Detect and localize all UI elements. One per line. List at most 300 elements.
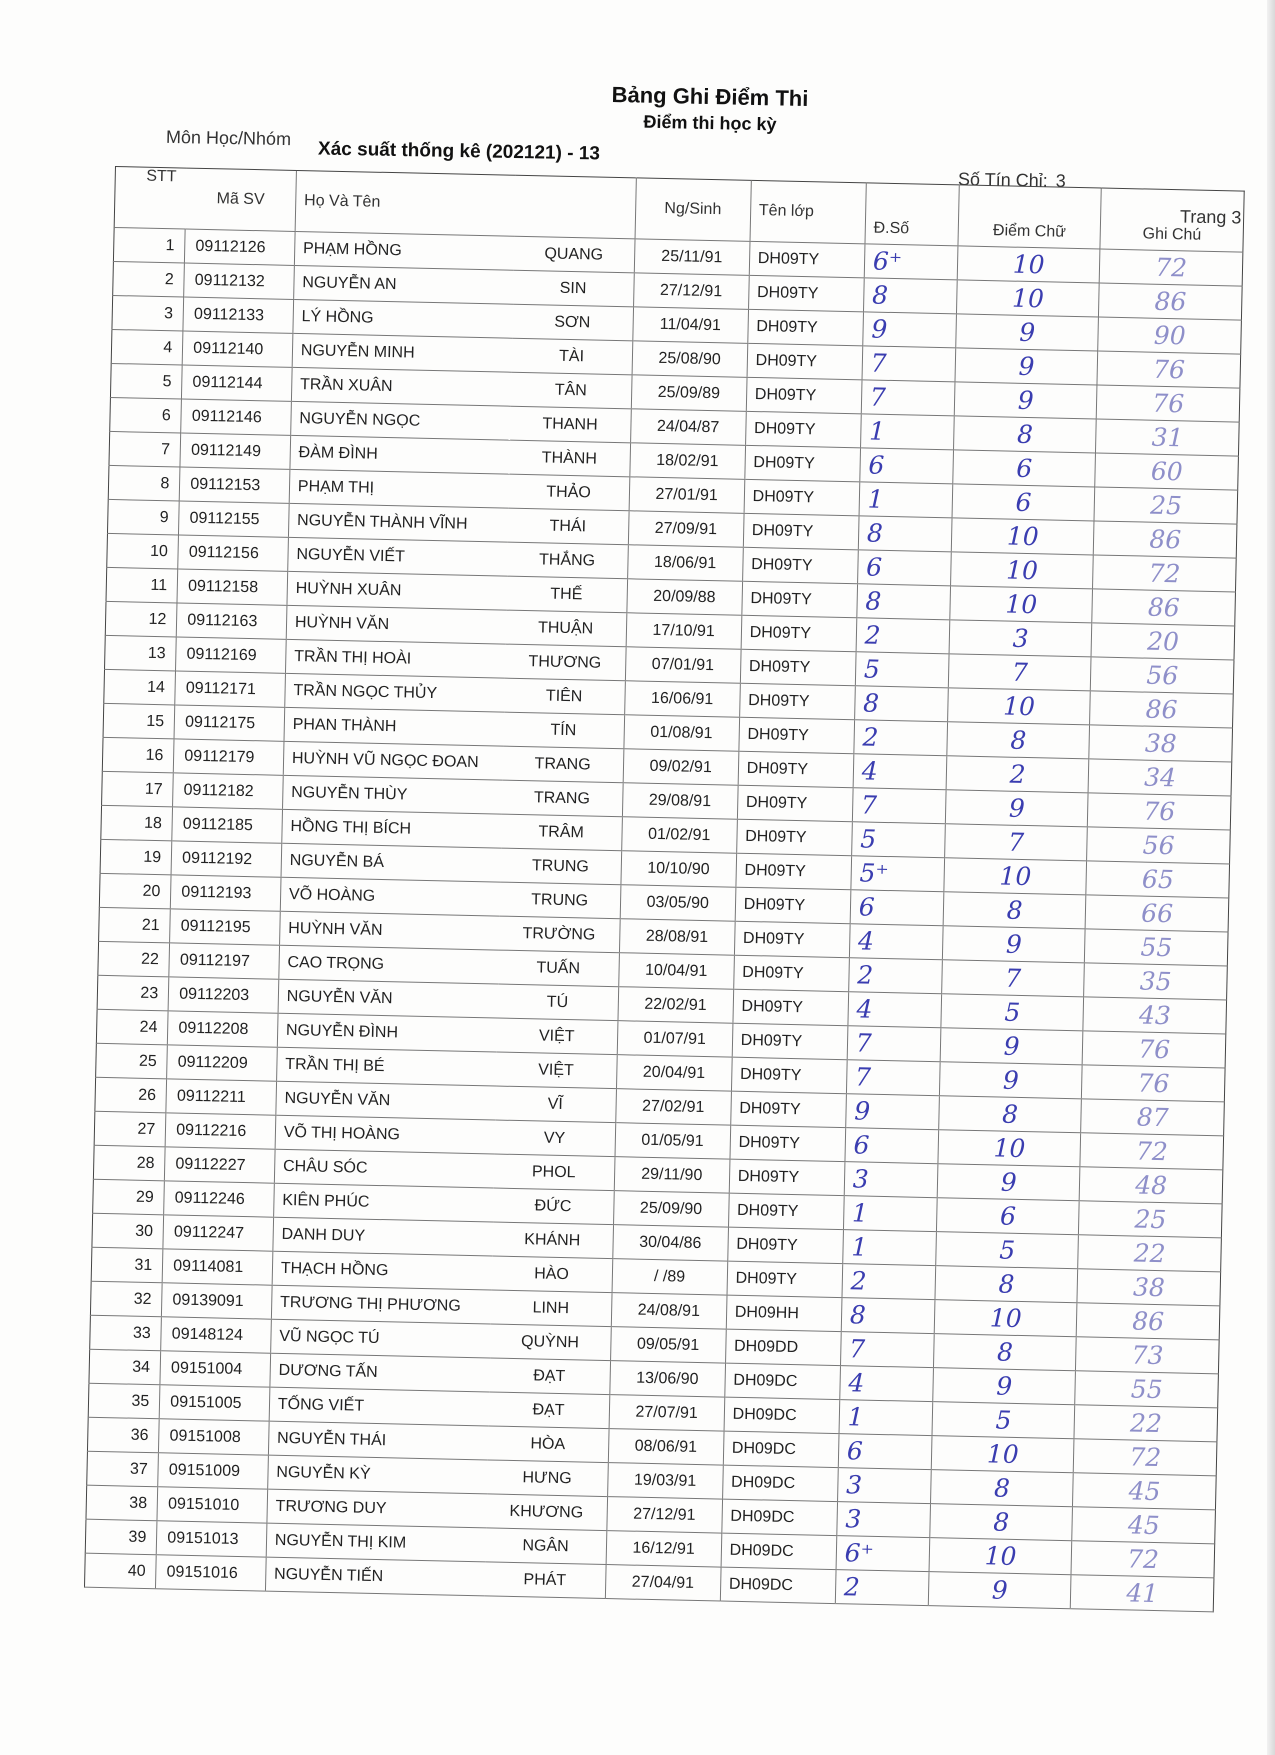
cell-dob: 07/01/91 xyxy=(625,647,741,684)
cell-note xyxy=(1088,759,1231,796)
cell-student-id: 09114081 xyxy=(162,1249,272,1285)
cell-score-text xyxy=(945,790,1088,827)
cell-class: DH09TY xyxy=(743,513,859,550)
cell-first-name: VĨ xyxy=(495,1086,616,1123)
cell-note-handwritten: 60 xyxy=(1150,456,1184,487)
cell-score-text xyxy=(950,552,1093,589)
cell-score xyxy=(849,924,943,960)
cell-note-handwritten: 73 xyxy=(1131,1340,1164,1371)
cell-score xyxy=(837,1468,931,1504)
cell-score-text xyxy=(940,1028,1083,1065)
cell-note-handwritten: 56 xyxy=(1146,660,1179,691)
cell-last-middle-name: VÕ THỊ HOÀNG xyxy=(275,1115,495,1154)
cell-score-handwritten: 3 xyxy=(845,1504,862,1534)
cell-note xyxy=(1077,1303,1220,1340)
cell-dob: 11/04/91 xyxy=(632,307,748,344)
cell-note-handwritten: 43 xyxy=(1138,1000,1172,1031)
cell-score xyxy=(839,1400,933,1436)
cell-score xyxy=(860,414,954,450)
cell-last-middle-name: NGUYỄN VĂN xyxy=(278,979,498,1018)
cell-score-text-handwritten: 9 xyxy=(995,1371,1013,1401)
cell-class: DH09TY xyxy=(749,241,865,278)
cell-class: DH09TY xyxy=(736,853,852,890)
cell-last-middle-name: VŨ NGỌC TÚ xyxy=(270,1319,490,1358)
cell-dob: 13/06/90 xyxy=(609,1361,725,1398)
cell-score-handwritten: 2 xyxy=(856,960,874,990)
cell-note xyxy=(1086,861,1229,898)
cell-dob: 18/06/91 xyxy=(627,545,743,582)
cell-last-middle-name: KIÊN PHÚC xyxy=(273,1183,493,1222)
cell-score-text xyxy=(946,756,1089,793)
cell-first-name: TÀI xyxy=(511,338,632,375)
cell-score-text-handwritten: 10 xyxy=(1011,283,1045,314)
cell-stt: 9 xyxy=(107,499,179,535)
cell-first-name: LINH xyxy=(490,1290,611,1327)
cell-class: DH09TY xyxy=(745,411,861,448)
grades-table-body xyxy=(84,227,1242,1611)
cell-note-handwritten: 86 xyxy=(1132,1306,1165,1337)
cell-stt: 14 xyxy=(104,669,176,705)
cell-score-text xyxy=(929,1538,1072,1575)
cell-class: DH09TY xyxy=(738,751,854,788)
cell-last-middle-name: CAO TRỌNG xyxy=(279,945,499,984)
cell-last-middle-name: ĐÀM ĐÌNH xyxy=(290,435,510,474)
cell-class: DH09DC xyxy=(723,1431,839,1468)
cell-last-middle-name: NGUYỄN ĐÌNH xyxy=(277,1013,497,1052)
cell-score-handwritten: 1 xyxy=(847,1402,864,1432)
cell-dob: 27/09/91 xyxy=(628,511,744,548)
cell-class: DH09TY xyxy=(727,1261,843,1298)
cell-class: DH09DC xyxy=(724,1397,840,1434)
cell-note xyxy=(1086,895,1229,932)
cell-note xyxy=(1071,1541,1214,1578)
cell-note-handwritten: 45 xyxy=(1127,1510,1161,1541)
cell-stt: 30 xyxy=(92,1213,164,1249)
cell-note xyxy=(1082,1065,1225,1102)
cell-note-handwritten: 65 xyxy=(1141,864,1175,895)
cell-score xyxy=(861,380,955,416)
cell-note xyxy=(1091,657,1234,694)
cell-note-handwritten: 38 xyxy=(1132,1272,1166,1303)
cell-student-id: 09112193 xyxy=(171,875,281,911)
col-header-stt: STT xyxy=(114,167,187,230)
cell-stt: 3 xyxy=(112,295,184,331)
cell-score-text xyxy=(955,348,1098,385)
cell-last-middle-name: NGUYỄN THÙY xyxy=(282,775,502,814)
cell-class: DH09DD xyxy=(725,1329,841,1366)
cell-dob: 08/06/91 xyxy=(608,1429,724,1466)
cell-score-text xyxy=(938,1130,1081,1167)
cell-stt: 40 xyxy=(84,1553,156,1589)
cell-score xyxy=(841,1298,935,1334)
cell-student-id: 09112195 xyxy=(170,909,280,945)
cell-stt: 18 xyxy=(101,805,173,841)
cell-dob: 27/12/91 xyxy=(633,273,749,310)
cell-student-id: 09112158 xyxy=(177,569,287,605)
cell-score-text xyxy=(932,1402,1075,1439)
cell-score xyxy=(848,992,942,1028)
cell-first-name: PHOL xyxy=(493,1154,614,1191)
cell-score-text xyxy=(937,1164,1080,1201)
cell-student-id: 09112246 xyxy=(164,1181,274,1217)
cell-last-middle-name: NGUYỄN THÀNH VĨNH xyxy=(288,503,508,542)
cell-score-handwritten: 4 xyxy=(861,756,878,786)
cell-last-middle-name: LÝ HỒNG xyxy=(293,299,513,338)
cell-student-id: 09151013 xyxy=(156,1521,266,1557)
cell-score xyxy=(845,1094,939,1130)
cell-note-handwritten: 55 xyxy=(1130,1374,1163,1405)
cell-score-text xyxy=(941,994,1084,1031)
cell-last-middle-name: NGUYỄN KỲ xyxy=(268,1455,488,1494)
cell-note xyxy=(1094,487,1237,524)
credits-value: 3 xyxy=(1055,170,1066,191)
cell-score xyxy=(838,1434,932,1470)
cell-stt: 25 xyxy=(96,1043,168,1079)
cell-stt: 35 xyxy=(88,1383,160,1419)
cell-class: DH09DC xyxy=(722,1499,838,1536)
cell-dob: 16/12/91 xyxy=(606,1531,722,1568)
cell-score-text xyxy=(936,1198,1079,1235)
cell-note-handwritten: 86 xyxy=(1147,592,1181,623)
cell-note-handwritten: 76 xyxy=(1137,1034,1171,1065)
cell-first-name: THÁI xyxy=(507,508,628,545)
cell-note xyxy=(1083,997,1226,1034)
cell-stt: 13 xyxy=(105,635,177,671)
cell-note-handwritten: 76 xyxy=(1152,388,1185,419)
cell-score-handwritten: 3 xyxy=(845,1470,863,1500)
cell-dob: 22/02/91 xyxy=(618,987,734,1024)
cell-score-text-handwritten: 7 xyxy=(1004,963,1022,993)
cell-score-handwritten: 8 xyxy=(862,688,880,718)
cell-last-middle-name: PHẠM THỊ xyxy=(289,469,509,508)
cell-student-id: 09151004 xyxy=(160,1351,270,1387)
cell-note xyxy=(1088,793,1231,830)
scan-edge xyxy=(1267,0,1275,1755)
cell-note xyxy=(1092,589,1235,626)
cell-score-text-handwritten: 7 xyxy=(1007,827,1025,857)
cell-first-name: TRƯỜNG xyxy=(499,916,620,953)
cell-first-name: VIỆT xyxy=(496,1052,617,1089)
cell-score xyxy=(863,278,957,314)
cell-score-handwritten: 4 xyxy=(848,1368,865,1398)
cell-score-text-handwritten: 6 xyxy=(1016,453,1033,484)
cell-student-id: 09112169 xyxy=(176,637,286,673)
cell-first-name: NGÂN xyxy=(485,1528,606,1565)
cell-note xyxy=(1095,453,1238,490)
cell-stt: 12 xyxy=(105,601,177,637)
cell-dob: 01/08/91 xyxy=(624,715,740,752)
cell-score-handwritten: 1 xyxy=(868,416,886,446)
credits-label: Số Tín Chỉ: xyxy=(957,169,1048,191)
cell-score-text-handwritten: 10 xyxy=(984,1541,1017,1571)
cell-first-name: VY xyxy=(494,1120,615,1157)
cell-score-text xyxy=(943,892,1086,929)
cell-stt: 33 xyxy=(90,1315,162,1351)
cell-stt: 7 xyxy=(109,431,181,467)
cell-student-id: 09151009 xyxy=(158,1453,268,1489)
cell-note xyxy=(1075,1371,1218,1408)
cell-score-text-handwritten: 8 xyxy=(1001,1099,1019,1129)
cell-dob: 01/02/91 xyxy=(621,817,737,854)
cell-score-text-handwritten: 6 xyxy=(1015,487,1032,518)
cell-stt: 23 xyxy=(97,975,169,1011)
cell-score xyxy=(840,1366,934,1402)
cell-student-id: 09112144 xyxy=(182,365,292,401)
cell-class: DH09TY xyxy=(734,921,850,958)
cell-score-text-handwritten: 9 xyxy=(1008,793,1026,823)
cell-student-id: 09112175 xyxy=(174,705,284,741)
cell-note-handwritten: 48 xyxy=(1134,1170,1168,1201)
cell-first-name: TÚ xyxy=(497,984,618,1021)
cell-student-id: 09112132 xyxy=(184,263,294,299)
cell-last-middle-name: THẠCH HỒNG xyxy=(272,1251,492,1290)
col-header-dob: Ng/Sinh xyxy=(635,178,751,241)
cell-score xyxy=(842,1264,936,1300)
cell-note xyxy=(1078,1235,1221,1272)
cell-score-text-handwritten: 6 xyxy=(999,1201,1017,1231)
cell-note-handwritten: 34 xyxy=(1143,762,1177,793)
cell-score-handwritten: 7 xyxy=(870,348,887,378)
cell-last-middle-name: DANH DUY xyxy=(273,1217,493,1256)
cell-score-handwritten: 6 xyxy=(853,1130,870,1160)
cell-score-text-handwritten: 9 xyxy=(1002,1065,1020,1095)
cell-dob: 10/04/91 xyxy=(618,953,734,990)
cell-score-handwritten: 4 xyxy=(857,926,875,956)
cell-last-middle-name: TỐNG VIẾT xyxy=(269,1387,489,1426)
cell-stt: 1 xyxy=(113,227,185,263)
cell-note xyxy=(1080,1133,1223,1170)
cell-note xyxy=(1076,1337,1219,1374)
cell-student-id: 09112153 xyxy=(179,467,289,503)
cell-score xyxy=(853,754,947,790)
cell-class: DH09TY xyxy=(732,1023,848,1060)
cell-student-id: 09112247 xyxy=(163,1215,273,1251)
cell-note-handwritten: 76 xyxy=(1137,1068,1170,1099)
cell-score xyxy=(836,1536,930,1572)
cell-dob: 28/08/91 xyxy=(619,919,735,956)
cell-stt: 38 xyxy=(86,1485,158,1521)
cell-last-middle-name: NGUYỄN BÁ xyxy=(281,843,501,882)
cell-score-text xyxy=(948,688,1091,725)
cell-student-id: 09151010 xyxy=(157,1487,267,1523)
cell-last-middle-name: HUỲNH VĂN xyxy=(279,911,499,950)
cell-last-middle-name: TRẦN THỊ BÉ xyxy=(276,1047,496,1086)
cell-note xyxy=(1074,1405,1217,1442)
cell-last-middle-name: DƯƠNG TẤN xyxy=(270,1353,490,1392)
cell-note xyxy=(1074,1439,1217,1476)
cell-student-id: 09112209 xyxy=(167,1045,277,1081)
cell-score-text xyxy=(930,1470,1073,1507)
cell-note-handwritten: 76 xyxy=(1143,796,1176,827)
cell-stt: 16 xyxy=(102,737,174,773)
cell-class: DH09TY xyxy=(733,989,849,1026)
cell-class: DH09TY xyxy=(730,1125,846,1162)
cell-note xyxy=(1081,1099,1224,1136)
cell-first-name: THẮNG xyxy=(507,542,628,579)
cell-student-id: 09112149 xyxy=(180,433,290,469)
cell-score-text xyxy=(931,1436,1074,1473)
cell-note-handwritten: 72 xyxy=(1129,1442,1162,1473)
cell-note xyxy=(1083,1031,1226,1068)
cell-stt: 26 xyxy=(95,1077,167,1113)
cell-student-id: 09112156 xyxy=(178,535,288,571)
cell-student-id: 09112185 xyxy=(172,807,282,843)
cell-note xyxy=(1096,419,1239,456)
cell-first-name: QUANG xyxy=(513,236,634,273)
cell-score-handwritten: 3 xyxy=(852,1164,870,1194)
col-header-score-text: Điểm Chữ xyxy=(958,185,1102,249)
cell-first-name: TÍN xyxy=(503,712,624,749)
cell-score-text-handwritten: 3 xyxy=(1012,623,1029,654)
cell-note-handwritten: 72 xyxy=(1135,1136,1169,1167)
cell-note xyxy=(1073,1473,1216,1510)
cell-note-handwritten: 86 xyxy=(1149,524,1182,555)
cell-note-handwritten: 25 xyxy=(1149,490,1183,521)
cell-score-text-handwritten: 9 xyxy=(1017,385,1035,416)
cell-student-id: 09112208 xyxy=(168,1011,278,1047)
cell-last-middle-name: TRƯƠNG DUY xyxy=(267,1489,487,1528)
cell-first-name: KHƯƠNG xyxy=(486,1494,607,1531)
cell-score xyxy=(851,856,945,892)
cell-score-text-handwritten: 9 xyxy=(1005,929,1023,959)
cell-score-text-handwritten: 5 xyxy=(995,1405,1012,1435)
cell-last-middle-name: HUỲNH VĂN xyxy=(286,605,506,644)
cell-score-handwritten: 7 xyxy=(854,1062,872,1092)
cell-dob: / /89 xyxy=(612,1259,728,1296)
cell-dob: 24/04/87 xyxy=(630,409,746,446)
cell-class: DH09TY xyxy=(745,445,861,482)
cell-last-middle-name: NGUYỄN THÁI xyxy=(268,1421,488,1460)
cell-last-middle-name: NGUYỄN VIẾT xyxy=(288,537,508,576)
cell-dob: 30/04/86 xyxy=(612,1225,728,1262)
cell-last-middle-name: TRƯƠNG THỊ PHƯƠNG xyxy=(271,1285,491,1324)
cell-score-text xyxy=(947,722,1090,759)
cell-class: DH09TY xyxy=(733,955,849,992)
cell-score-text-handwritten: 9 xyxy=(991,1575,1009,1605)
cell-score-handwritten: 7 xyxy=(855,1028,873,1058)
cell-score-handwritten: 6 xyxy=(846,1436,864,1466)
cell-score xyxy=(840,1332,934,1368)
cell-first-name: HÒA xyxy=(487,1426,608,1463)
cell-score-text-handwritten: 8 xyxy=(1016,419,1034,450)
cell-class: DH09TY xyxy=(739,683,855,720)
cell-score-text-handwritten: 8 xyxy=(993,1507,1010,1537)
cell-first-name: SƠN xyxy=(512,304,633,341)
cell-first-name: TIÊN xyxy=(504,678,625,715)
cell-student-id: 09112203 xyxy=(168,977,278,1013)
cell-dob: 25/09/90 xyxy=(613,1191,729,1228)
cell-note xyxy=(1094,521,1237,558)
cell-score-text-handwritten: 8 xyxy=(996,1337,1014,1367)
cell-score-handwritten: 9 xyxy=(871,314,888,344)
cell-note xyxy=(1097,385,1240,422)
cell-class: DH09TY xyxy=(747,343,863,380)
cell-note xyxy=(1089,725,1232,762)
cell-score-text xyxy=(945,824,1088,861)
cell-score xyxy=(835,1570,929,1606)
cell-note-handwritten: 35 xyxy=(1139,966,1172,997)
cell-first-name: HÀO xyxy=(491,1256,612,1293)
cell-last-middle-name: HUỲNH XUÂN xyxy=(287,571,507,610)
cell-score-text xyxy=(954,382,1097,419)
cell-score-handwritten: 1 xyxy=(851,1232,868,1262)
cell-first-name: ĐẠT xyxy=(488,1392,609,1429)
cell-note-handwritten: 31 xyxy=(1151,422,1184,453)
cell-score-handwritten: 2 xyxy=(850,1266,867,1296)
grades-table-wrapper xyxy=(84,166,1245,1620)
cell-last-middle-name: NGUYỄN MINH xyxy=(292,333,512,372)
cell-first-name: THUẬN xyxy=(505,610,626,647)
cell-last-middle-name: NGUYỄN NGỌC xyxy=(291,401,511,440)
cell-stt: 28 xyxy=(93,1145,165,1181)
cell-score-handwritten: 1 xyxy=(851,1198,869,1228)
cell-stt: 20 xyxy=(99,873,171,909)
cell-class: DH09TY xyxy=(746,377,862,414)
cell-score-text-handwritten: 9 xyxy=(1000,1167,1017,1197)
cell-class: DH09TY xyxy=(730,1091,846,1128)
cell-student-id: 09112197 xyxy=(169,943,279,979)
cell-note-handwritten: 55 xyxy=(1140,932,1173,963)
cell-score-text xyxy=(949,620,1092,657)
cell-first-name: HƯNG xyxy=(487,1460,608,1497)
cell-first-name: TRUNG xyxy=(499,882,620,919)
cell-class: DH09TY xyxy=(739,717,855,754)
cell-note-handwritten: 86 xyxy=(1145,694,1178,725)
cell-first-name: SIN xyxy=(513,270,634,307)
cell-dob: 17/10/91 xyxy=(626,613,742,650)
cell-first-name: THƯƠNG xyxy=(504,644,625,681)
cell-score-text xyxy=(933,1368,1076,1405)
cell-note xyxy=(1091,623,1234,660)
cell-stt: 19 xyxy=(100,839,172,875)
cell-student-id: 09139091 xyxy=(162,1283,272,1319)
cell-score-text xyxy=(930,1504,1073,1541)
cell-score-text-handwritten: 10 xyxy=(1002,691,1036,722)
cell-last-middle-name: NGUYỄN TIẾN xyxy=(265,1557,485,1596)
cell-note xyxy=(1071,1575,1214,1612)
cell-score-handwritten: 4 xyxy=(856,994,873,1024)
cell-score-text xyxy=(928,1572,1071,1609)
cell-note-handwritten: 22 xyxy=(1129,1408,1163,1439)
cell-score-handwritten: 8 xyxy=(865,586,882,616)
document-title: Bảng Ghi Điểm Thi xyxy=(611,81,809,112)
cell-note xyxy=(1093,555,1236,592)
cell-last-middle-name: TRẦN XUÂN xyxy=(291,367,511,406)
cell-student-id: 09148124 xyxy=(161,1317,271,1353)
cell-stt: 32 xyxy=(90,1281,162,1317)
cell-dob: 25/08/90 xyxy=(632,341,748,378)
cell-note-handwritten: 56 xyxy=(1142,830,1175,861)
cell-note-handwritten: 72 xyxy=(1155,252,1188,283)
subject-value: Xác suất thống kê (202121) - 13 xyxy=(317,138,601,165)
cell-student-id: 09112140 xyxy=(182,331,292,367)
cell-dob: 25/09/89 xyxy=(631,375,747,412)
cell-class: DH09TY xyxy=(737,785,853,822)
cell-score-handwritten: 9 xyxy=(854,1096,871,1126)
cell-dob: 01/07/91 xyxy=(617,1021,733,1058)
cell-score xyxy=(859,482,953,518)
cell-last-middle-name: NGUYỄN THỊ KIM xyxy=(266,1523,486,1562)
cell-score xyxy=(854,720,948,756)
cell-score-text-handwritten: 2 xyxy=(1009,759,1026,790)
cell-student-id: 09112163 xyxy=(176,603,286,639)
cell-score-text xyxy=(942,960,1085,997)
cell-score-text xyxy=(934,1300,1077,1337)
cell-score xyxy=(850,890,944,926)
cell-score xyxy=(857,584,951,620)
cell-dob: 09/05/91 xyxy=(610,1327,726,1364)
cell-stt: 29 xyxy=(93,1179,165,1215)
